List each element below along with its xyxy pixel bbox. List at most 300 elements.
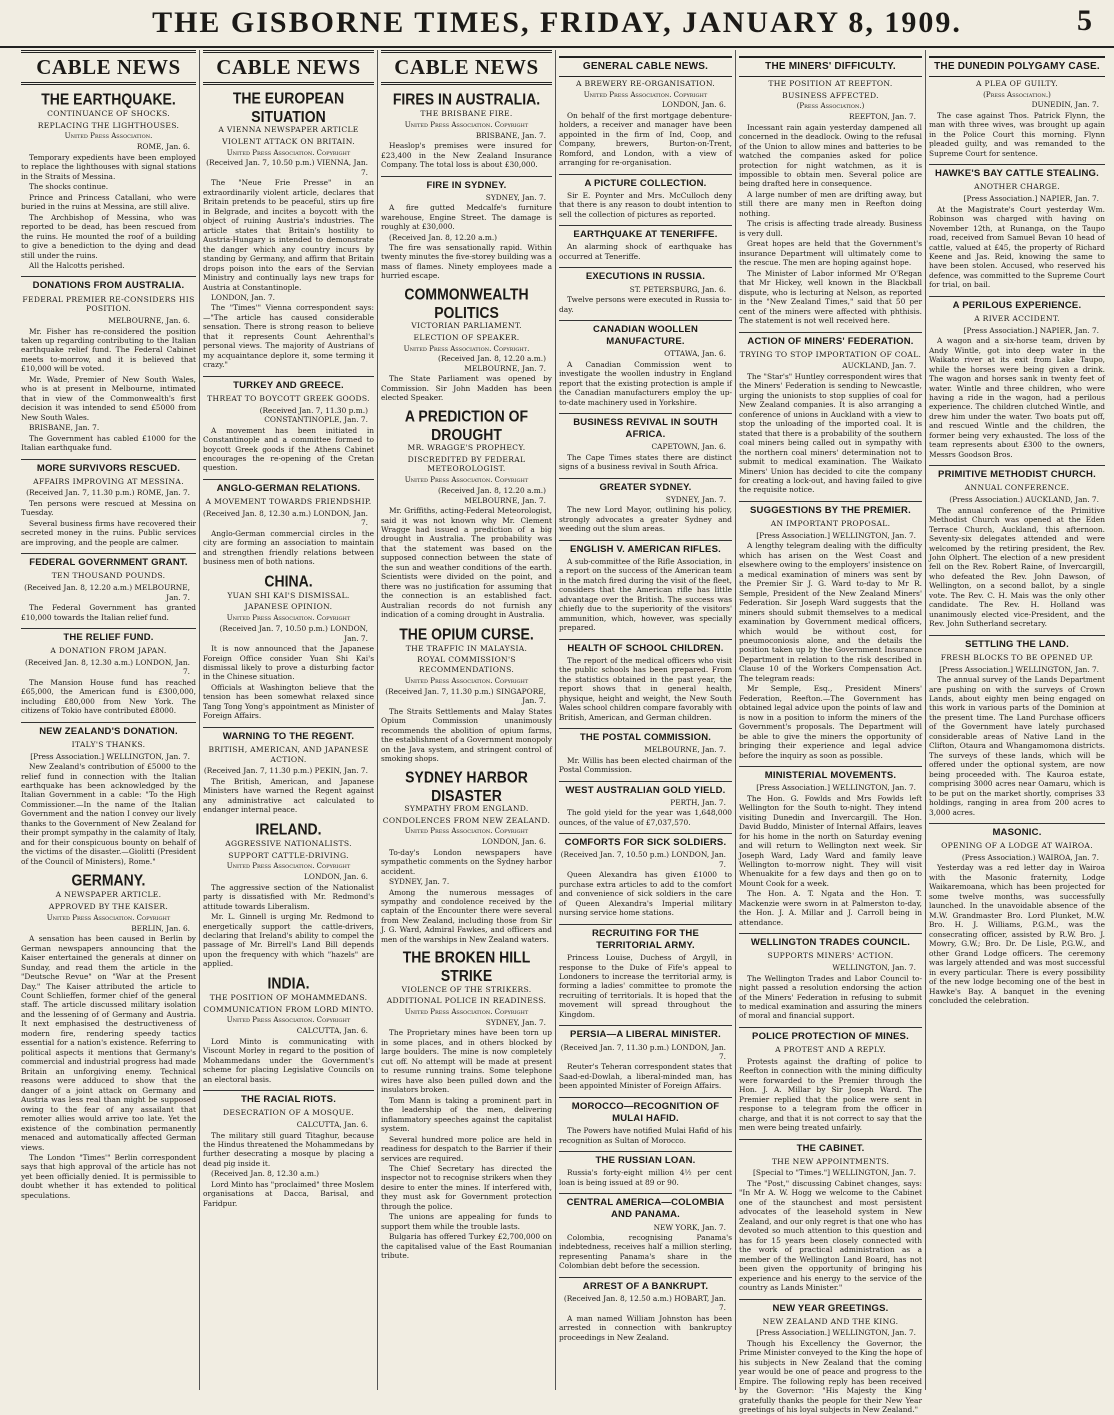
article-paragraph: A man named William Johnston has been arrested in connection with bankruptcy proceedings in New Zealand. <box>559 1313 732 1342</box>
article-subheading: SUPPORTS MINERS' ACTION. <box>767 951 894 961</box>
article-dateline: SYDNEY, Jan. 7. <box>485 1017 546 1027</box>
article-subheading: ADDITIONAL POLICE IN READINESS. <box>386 996 547 1006</box>
article-source: United Press Association. Copyright <box>226 862 351 871</box>
article-headline: THE EUROPEAN SITUATION <box>232 88 345 126</box>
article-heading: NEW YEAR GREETINGS. <box>739 1299 922 1315</box>
article <box>559 1025 732 1091</box>
article-heading: POLICE PROTECTION OF MINES. <box>739 1027 922 1043</box>
article <box>559 781 732 828</box>
article-paragraph: A fire gutted Medcalfe's furniture warehouse, Engine Street. The damage is roughly at £30,000. <box>381 203 552 232</box>
article-paragraph: A sensation has been caused in Berlin by German newspapers announcing that the Kaiser entertained the generals at dinner on Sunday, and read them the article in the "Deutsche Revue" on "War at the Present Day." The Kaiser attributed the article to Count Schlieffen, former chief of the general staff. The article discussed military isolation and the lessening of of Germany and Austria. It next emphasised the destructiveness of modern fire, rendering speedy tactics essential for a nation's existence. Referring to political aspects it mentions that Germany's commercial and industrial progress had made Britain an unforgiving enemy. Technical reasons were adduced to show that the danger of a joint attack on Germany and Austria was less real than might be supposed owing to the fear of any assailant that remoter allies would arrive too late. Yet the existence of the combination permanently menaced and automatically affected German views. <box>21 934 196 1152</box>
article-paragraph: New Zealand's contribution of £5000 to the relief fund in connection with the Italian earthquake has been acknowledged by the Italian Government in a cable: "To the High Commissioner.—In the name of the Italian Government and the nation I convey our lively thanks to the Government of New Zealand for their prompt sympathy in the calamity of Italy, and for their conspicuous bounty on behalf of the victims of the disaster.—Giolitti (President of the Council of Ministers), Rome." <box>21 762 196 866</box>
article-paragraph: Anglo-German commercial circles in the city are forming an association to maintain and strengthen friendly relations between business men of both nations. <box>203 528 374 567</box>
article-subheading: JAPANESE OPINION. <box>244 602 333 612</box>
article-paragraph: The "Post," discussing Cabinet changes, says: "In Mr A. W. Hogg we welcome to the Cabinet one of the staunchest and most persistent advocates of the leasehold system in New Zealand, and our only regret is that one who has devoted so much attention to this question and has for 15 years been closely connected with the work of practical administration as a member of the Wellington Land Board, has not been given the opportunity of bringing his experience and his energy to the service of the country as Lands Minister." <box>739 1178 922 1293</box>
article-subheading: NEW ZEALAND AND THE KING. <box>762 1316 899 1326</box>
article-heading: THE RELIEF FUND. <box>21 628 196 644</box>
article-paragraph: The Wellington Trades and Labor Council to-night passed a resolution endorsing the action of the Miners' Federation in refusing to submit to medical examination and assuring the miners of moral and financial support. <box>739 973 922 1021</box>
article-paragraph: The fire was sensationally rapid. Within twenty minutes the five-storey building was a mass of flames. Ninety employees made a hurried escape. <box>381 243 552 281</box>
article-subheading: YUAN SHI KAI'S DISMISSAL. <box>227 590 350 600</box>
section-banner: CABLE NEWS <box>21 50 196 85</box>
article-subheading: THE BRISBANE FIRE. <box>420 108 513 118</box>
article-heading: A PERILOUS EXPERIENCE. <box>929 296 1105 312</box>
article-heading: HAWKE'S BAY CATTLE STEALING. <box>929 164 1105 180</box>
article-subheading: FRESH BLOCKS TO BE OPENED UP. <box>940 652 1094 662</box>
article-subheading: THE NEW APPOINTMENTS. <box>771 1156 890 1166</box>
article-dateline: [Press Association.] WELLINGTON, Jan. 7. <box>756 530 916 540</box>
article-heading: ARREST OF A BANKRUPT. <box>559 1277 732 1293</box>
article-subheading: A BREWERY RE-ORGANISATION. <box>575 78 716 88</box>
article-dateline: (Received Jan. 7, 11.30 p.m.) LONDON, Jan. 7. <box>560 1042 726 1061</box>
article-heading: BUSINESS REVIVAL IN SOUTH AFRICA. <box>559 413 732 441</box>
article-paragraph: The Chief Secretary has directed the inspector not to recognise strikers when they desire to enter the mines. If interfered with, they must ask for Government protection through the police. <box>381 1163 552 1211</box>
article <box>929 164 1105 290</box>
article-subheading: THE POSITION OF MOHAMMEDANS. <box>209 992 368 1002</box>
article-heading: THE MINERS' DIFFICULTY. <box>739 56 922 77</box>
article-paragraph: Several hundred more police are held in readiness for despatch to the Barrier if their services are required. <box>381 1134 552 1163</box>
article-paragraph: Lord Minto has "proclaimed" three Moslem organisations at Dacca, Barisal, and Faridpur. <box>203 1179 374 1208</box>
article-paragraph: (Received Jan. 8, 12.30 a.m.) <box>211 1169 320 1179</box>
article-paragraph: Heaslop's premises were insured for £23,400 in the New Zealand Insurance Company. The total loss is about £30,000. <box>381 141 552 170</box>
column <box>555 50 735 1390</box>
article-headline: THE EARTHQUAKE. <box>41 89 176 109</box>
article-paragraph: A Canadian Commission went to investigate the woollen industry in England report that the existing protection is ample if the Canadian manufacturers employ the up-to-date machinery used in Yorkshire. <box>559 359 732 407</box>
article-heading: EARTHQUAKE AT TENERIFFE. <box>559 225 732 241</box>
column <box>199 50 377 1390</box>
article-subheading: TRYING TO STOP IMPORTATION OF COAL. <box>739 349 922 359</box>
article <box>739 933 922 1021</box>
article-heading: FIRE IN SYDNEY. <box>381 176 552 192</box>
article-paragraph: Princess Louise, Duchess of Argyll, in response to the Duke of Fife's appeal to Londoners to increase the territorial army, is forming a ladies' committee to promote the recruiting of territorials. It is hoped that the movement will spread throughout the Kingdom. <box>559 953 732 1019</box>
article-subheading: VIOLENCE OF THE STRIKERS. <box>401 984 532 994</box>
article-dateline: NEW YORK, Jan. 7. <box>653 1222 726 1232</box>
section-banner: CABLE NEWS <box>203 50 374 85</box>
article <box>559 728 732 775</box>
article-paragraph: The Mansion House fund has reached £65,000, the American fund is £300,000, including £80,000 from New York. The citizens of Tokio have contributed £8000. <box>21 677 196 716</box>
article-paragraph: Twelve persons were executed in Russia to-day. <box>559 295 732 314</box>
article-dateline: (Received Jan. 8, 12.30 a.m.) LONDON, Jan. 7. <box>203 508 368 528</box>
article-dateline: BRISBANE, Jan. 7. <box>475 130 546 140</box>
article-subheading: THE POSITION AT REEFTON. <box>768 78 893 88</box>
article-dateline: SYDNEY, Jan. 7. <box>485 192 546 202</box>
article-paragraph: An alarming shock of earthquake has occurred at Teneriffe. <box>559 242 732 261</box>
article <box>381 406 552 620</box>
article-dateline: REEFTON, Jan. 7. <box>848 112 916 122</box>
article-heading: WEST AUSTRALIAN GOLD YIELD. <box>559 781 732 797</box>
article <box>381 947 552 1261</box>
article-dateline: [Press Association.] WELLINGTON, Jan. 7. <box>939 664 1099 674</box>
article-paragraph: The annual conference of the Primitive Methodist Church was opened at the Eden Terrace Church, Auckland, this afternoon. Seventy-six delegates attended and were welcomed by the retiring president, the Rev. John Olphert. The election of a new president fell on the Rev. Robert Raine, of Invercargill, who defeated the Rev. John Dawson, of Wellington, on a second ballot, by a single vote. The Rev. C. H. Mais was the only other candidate. The Rev. H. Holland was unanimously elected vice-President, and the Rev. John Sutherland secretary. <box>929 505 1105 629</box>
article-paragraph: Mr. Griffiths, acting-Federal Meteorologist, said it was not known why Mr. Clement Wragge had issued a prediction of a big drought in Australia. The probability was that the statement was based on the supposed connection between the state of the sun and weather conditions of the earth. Scientists were divided on the point, and there was no justification for assuming that the connection is an established fact. Australian records do not furnish any indication of a coming drought in Australia. <box>381 506 552 620</box>
article <box>203 88 374 370</box>
article <box>21 722 196 867</box>
article-subheading: ELECTION OF SPEAKER. <box>413 332 520 342</box>
article-heading: MORE SURVIVORS RESCUED. <box>21 459 196 475</box>
article-source: United Press Association. Copyright <box>226 1016 351 1025</box>
article <box>203 821 374 969</box>
article-headline: COMMONWEALTH POLITICS <box>404 284 529 322</box>
article <box>203 573 374 721</box>
article-dateline: CALCUTTA, Jan. 6. <box>296 1026 368 1036</box>
article-paragraph: The crisis is affecting trade already. Business is very dull. <box>739 219 922 238</box>
article-paragraph: Colombia, recognising Panama's indebtedness, receives half a million sterling, representing Panama's share in the Colombian debt before the secession. <box>559 1232 732 1271</box>
article <box>559 478 732 534</box>
article-heading: MINISTERIAL MOVEMENTS. <box>739 766 922 782</box>
article-dateline: (Received Jan. 8, 12.20 a.m.) MELBOURNE, Jan. 7. <box>24 583 190 602</box>
article-subheading: THREAT TO BOYCOTT GREEK GOODS. <box>207 393 370 403</box>
article-heading: WARNING TO THE REGENT. <box>203 727 374 743</box>
article-dateline: LONDON, Jan. 6. <box>304 872 368 882</box>
article-paragraph: Protests against the drafting of police to Reefton in connection with the mining difficulty were forwarded to the Premier through the Hon. J. A. Millar by Sir Joseph Ward. The Premier replied that the police were sent in response to a telegram from the officer in charge, and that it is not correct to say that the men were being treated unfairly. <box>739 1056 922 1133</box>
article-subheading: A DONATION FROM JAPAN. <box>50 646 167 656</box>
article-subheading: ITALY'S THANKS. <box>71 739 146 749</box>
article-paragraph: Mr. Fisher has re-considered the position taken up regarding contributing to the Italian earthquake relief fund. The Federal Cabinet meets to-morrow, and it is believed that £10,000 will be voted. <box>21 326 196 374</box>
article-source: United Press Association. Copyright <box>404 676 529 685</box>
article-paragraph: The aggressive section of the Nationalist party is dissatisfied with Mr. Redmond's attitude towards Liberalism. <box>203 882 374 911</box>
article-paragraph: Mr. Wade, Premier of New South Wales, who is at present in Melbourne, intimated that in view of the Commonwealth's first decision it was intended to send £5000 from New South Wales. <box>21 374 196 422</box>
newspaper-title: THE GISBORNE TIMES, FRIDAY, JANUARY 8, 1909. <box>152 6 962 39</box>
article-dateline: (Received Jan. 7, 11.30 p.m.) CONSTANTINOPLE, Jan. 7. <box>259 405 368 425</box>
article-heading: SUGGESTIONS BY THE PREMIER. <box>739 501 922 517</box>
article <box>559 639 732 722</box>
article-dateline: (Received Jan. 7, 10.50 p.m.) LONDON, Jan. 7. <box>219 624 368 643</box>
article-heading: RECRUITING FOR THE TERRITORIAL ARMY. <box>559 924 732 952</box>
article-paragraph: The "Star's" Huntley correspondent wires that the Miners' Federation is sending to Newcastle, urging the unionists to stop supplies of coal for New Zealand companies. It is also arranging a conference of unions in Auckland with a view to stop the unloading of the imported coal. It is stated that there is a probability of the southern coal miners being called out in sympathy with the northern coal miners' determination not to submit to medical examination. The Waikato Miners' Union has decided to cite the company for creating a lock-out, and having failed to give the requisite notice. <box>739 371 922 495</box>
article <box>381 91 552 170</box>
article-paragraph: Mr Semple, Esq., President Miners' Federation, Reefton.—The Government has obtained legal advice upon the points of law and is now in a position to inform the miners of the Government's proposals. The Department will be able to give the miners the opportunity of bringing their experience and legal advice before the inquiry as soon as possible. <box>739 684 922 760</box>
article-subheading: CONTINUANCE OF SHOCKS. <box>47 108 170 118</box>
article-subheading: SUPPORT CATTLE-DRIVING. <box>228 850 349 860</box>
article-paragraph: Tom Mann is taking a prominent part in the leadership of the men, delivering inflammatory speeches against the capitalist system. <box>381 1095 552 1134</box>
article-paragraph: SYDNEY, Jan. 7. <box>389 877 450 887</box>
article-dateline: (Received Jan. 7, 11.30 p.m.) SINGAPORE, Jan. 7. <box>385 686 546 706</box>
article-dateline: (Press Association.) AUCKLAND, Jan. 7. <box>949 495 1099 505</box>
article-headline: GERMANY. <box>71 871 146 890</box>
article-paragraph: Prince and Princess Catallani, who were buried in the ruins at Messina, are still alive. <box>21 192 196 212</box>
article-subheading: CONDOLENCES FROM NEW ZEALAND. <box>382 815 551 825</box>
article-paragraph: The new Lord Mayor, outlining his policy, strongly advocates a greater Sydney and weeding out the slum areas. <box>559 505 732 534</box>
masthead <box>0 0 1114 48</box>
article-paragraph: Incessant rain again yesterday dampened all concerned in the deadlock. Owing to the refusal of the Union to allow mines and batteries to be watched the companies asked for police protection for night watchmen, as it is impossible to obtain men. Several police are being drafted here in consequence. <box>739 122 922 189</box>
article-dateline: [Press Association.] NAPIER, Jan. 7. <box>963 325 1099 335</box>
article-heading: PRIMITIVE METHODIST CHURCH. <box>929 465 1105 481</box>
article-heading: FEDERAL GOVERNMENT GRANT. <box>21 553 196 569</box>
article-paragraph: The British, American, and Japanese Ministers have warned the Regent against any administrative act calculated to endanger internal peace. <box>203 776 374 815</box>
article <box>381 767 552 945</box>
article-subheading: TEN THOUSAND POUNDS. <box>51 571 166 581</box>
article <box>21 91 196 271</box>
article-dateline: (Received Jan. 7, 11.30 p.m.) PEKIN, Jan. 7. <box>203 766 368 776</box>
article-paragraph: A lengthy telegram dealing with the difficulty which has arisen on the West Coast and elsewhere owing to the employers' insistence on a medical examination of miners was sent by the Premier Sir J. G. Ward to-day to Mr R. Semple, President of the New Zealand Miners' Federation. Sir Joseph Ward suggests that the miners should submit themselves to a medical examination by Government medical officers, which would be without cost, for pneumoconiosis alone, and the details the position taken up by the Government Insurance Department in relation to the risk described in Clause 10 of the Workers Compensation Act. The telegram reads: <box>739 541 922 683</box>
article <box>203 727 374 815</box>
columns <box>18 50 1108 1415</box>
article-paragraph: The Minister of Labor informed Mr O'Regan that Mr Hickey, well known in the Blackball dispute, who is lecturing at Nelson, as reported in the "New Zealand Times," said that 50 per cent of the miners were affected with phthisis. The statement is not well received here. <box>739 268 922 326</box>
article-paragraph: The Federal Government has granted £10,000 towards the Italian relief fund. <box>21 603 196 622</box>
article-subheading: OPENING OF A LODGE AT WAIROA. <box>941 841 1093 851</box>
article-headline: FIRES IN AUSTRALIA. <box>392 89 541 109</box>
article-paragraph: Lord Minto is communicating with Viscount Morley in regard to the position of Mohammedans under the Government's scheme for placing Legislative Councils on an electoral basis. <box>203 1036 374 1084</box>
article-paragraph: Mr. L. Ginnell is urging Mr. Redmond to energetically support the cattle-drivers, declaring that Ireland's ability to compel the passage of Mr. Birrell's Land Bill depends upon the frequency with which "hazels" are applied. <box>203 912 374 969</box>
article <box>203 376 374 473</box>
article-subheading: BUSINESS AFFECTED. <box>782 90 879 100</box>
article <box>559 320 732 407</box>
article-paragraph: The gold yield for the year was 1,648,000 ounces, of the value of £7,037,570. <box>559 808 732 827</box>
article-paragraph: All the Halcotts perished. <box>29 260 125 270</box>
article-dateline: (Received Jan. 8, 12.50 a.m.) HOBART, Jan. 7. <box>563 1294 726 1313</box>
article-heading: ACTION OF MINERS' FEDERATION. <box>739 332 922 348</box>
article-heading: MASONIC. <box>929 823 1105 839</box>
article-paragraph: Temporary expedients have been employed to replace the lighthouses with signal stations in the Straits of Messina. <box>21 152 196 181</box>
article-dateline: (Received Jan. 7, 10.50 p.m.) LONDON, Jan. 7. <box>560 850 726 869</box>
article-heading: GENERAL CABLE NEWS. <box>559 56 732 77</box>
article <box>21 872 196 1200</box>
article-paragraph: The State Parliament was opened by Commission. Sir John Madden has been elected Speaker. <box>381 374 552 403</box>
article-paragraph: The shocks continue. <box>29 182 109 192</box>
article-heading: CANADIAN WOOLLEN MANUFACTURE. <box>559 320 732 348</box>
article-headline: THE OPIUM CURSE. <box>399 624 534 643</box>
article <box>559 1193 732 1271</box>
article-paragraph: Queen Alexandra has given £1000 to purchase extra articles to add to the comfort and convenience of sick soldiers in the care of Queen Alexandra's Imperial military nursing service home stations. <box>559 870 732 918</box>
article-paragraph: A wagon and a six-horse team, driven by Andy Wintle, got into deep water in the Waikato river at its exit from Lake Taupo, while the horses were being given a drink. The wagon and horses sank in twenty feet of water. Wintle and three children, who were having a ride in the wagon, had a perilous experience. The children clutched Wintle, and drew him under the water. Two boats put off, and rescued Wintle and the children, the former being very exhausted. The loss of the team represents about £300 to the owners, Messrs Goodson Bros. <box>929 336 1105 459</box>
article-heading: WELLINGTON TRADES COUNCIL. <box>739 933 922 949</box>
article-paragraph: The Straits Settlements and Malay States Opium Commission unanimously recommends the abolition of opium farms, the establishment of a Government monopoly on the Java system, and stringent control of smoking shops. <box>381 706 552 764</box>
article <box>381 284 552 403</box>
article-paragraph: The case against Thos. Patrick Flynn, the man with three wives, was brought up again in the Police Court this morning. Flynn pleaded guilty, and was remanded to the Supreme Court for sentence. <box>929 110 1105 158</box>
article-paragraph: The Archbishop of Messina, who was reported to be dead, has been rescued from the ruins. He mounted the roof of a building to give a benediction to the dying and dead still under the ruins. <box>21 212 196 260</box>
article-paragraph: The "Neue Frie Presse" in an extraordinarily violent article, declares that Britain pretends to be peaceful, stirs up fire in Belgrade, and incites a boycott with the object of ruining Austria's industries. The article states that Britain's hostility to Austria-Hungary is intended to demonstrate the danger which any country incurs by standing by Germany, and affirm that Britain drops poison into the ears of the Servian Ministry and continually lays new traps for Austria at Constantinople. <box>203 178 374 292</box>
article <box>929 465 1105 628</box>
article-paragraph: A movement has been initiated in Constantinople and a committee formed to boycott Greek goods if the Athens Cabinet encourages the re-opening of the Cretan question. <box>203 425 374 473</box>
article-dateline: (Received Jan. 8, 12.20 a.m.) MELBOURNE, Jan. 7. <box>437 486 546 505</box>
article-paragraph: The Proprietary mines have been torn up in some places, and in others blocked by large boulders. The mine is now completely cut off. No attempt will be made at present to resume running trains. Some telephone wires have also been pulled down and the insulators broken. <box>381 1028 552 1095</box>
article-source: United Press Association. <box>64 132 153 141</box>
article <box>559 1151 732 1187</box>
article-heading: PERSIA—A LIBERAL MINISTER. <box>559 1025 732 1041</box>
article-paragraph: Among the numerous messages of sympathy and condolence received by the captain of the Encounter there were several from New Zealand, including those from Sir J. G. Ward, Admiral Fawkes, and officers and men of the warships in New Zealand waters. <box>381 887 552 944</box>
article-subheading: VIOLENT ATTACK ON BRITAIN. <box>222 136 355 146</box>
article-dateline: (Received Jan. 7, 10.50 p.m.) VIENNA, Jan. 7. <box>206 158 368 177</box>
article-dateline: PERTH, Jan. 7. <box>670 797 726 807</box>
article <box>21 553 196 622</box>
article-dateline: MELBOURNE, Jan. 7. <box>644 745 726 755</box>
article-headline: CHINA. <box>264 571 313 590</box>
article-subheading: ROYAL COMMISSION'S RECOMMENDATIONS. <box>417 655 516 675</box>
article-subheading: SYMPATHY FROM ENGLAND. <box>404 803 529 813</box>
article-dateline: OTTAWA, Jan. 6. <box>664 349 726 359</box>
column <box>18 50 199 1390</box>
article-dateline: CALCUTTA, Jan. 6. <box>296 1120 368 1130</box>
article-heading: MOROCCO—RECOGNITION OF MULAI HAFID. <box>559 1097 732 1125</box>
article-paragraph: The unions are appealing for funds to support them while the trouble lasts. <box>381 1212 552 1231</box>
article-dateline: DUNEDIN, Jan. 7. <box>1031 100 1099 110</box>
article-paragraph: Yesterday was a red letter day in Wairoa with the Masonic fraternity, Lodge Waikaremoana, which has been projected for some twelve months, was successfully launched. In the unavoidable absence of the M.W. Grandmaster Bro. Lord Plunket, M.W. Bro. H. J. Williams, P.G.M., was the consecrating officer, assisted by R.W. Bro. J. Mowry, G.W.; Bro. Dr. De Lisle, P.G.W., and other Grand Lodge officers. The ceremony was largely attended and was most successful in every particular. There is every possibility of the new lodge becoming one of the best in Hawke's Bay. A banquet in the evening concluded the celebration. <box>929 863 1105 1005</box>
article-dateline: [Press Association.] WELLINGTON, Jan. 7. <box>756 783 916 793</box>
article-heading: SETTLING THE LAND. <box>929 635 1105 651</box>
article <box>559 924 732 1020</box>
article-dateline: [Press Association.] NAPIER, Jan. 7. <box>963 194 1099 204</box>
article-heading: THE CABINET. <box>739 1139 922 1155</box>
article-paragraph: The Hon. G. Fowlds and Mrs Fowlds left Wellington for the South to-night. They intend visiting Dunedin and Invercargill. The Hon. David Buddo, Minister of Internal Affairs, leaves for his home in the north on Saturday evening and will return to Wellington next week. Sir Joseph Ward, Lady Ward and family leave Wellington to-morrow night. They will visit Whenuakite for a few days and then go on to Mount Cook for a week. <box>739 793 922 888</box>
article <box>929 635 1105 817</box>
article-paragraph: The Government has cabled £1000 for the Italian earthquake fund. <box>21 433 196 453</box>
article <box>21 628 196 716</box>
article-paragraph: At the Magistrate's Court yesterday Wm. Robinson was charged with having on November 12th, at Runanga, on the Taupo road, received from Samuel Bevan 10 head of cattle, valued at £45, the property of Richard Keene and Jas. Reid, knowing the same to have been stolen. Accused, who reserved his defence, was committed to the Supreme Court for trial, on bail. <box>929 204 1105 290</box>
article-paragraph: The Powers have notified Mulai Hafid of his recognition as Sultan of Morocco. <box>559 1126 732 1145</box>
article <box>929 296 1105 459</box>
article-paragraph: The report of the medical officers who visit the public schools has been prepared. From the statistics obtained in the past year, the report shows that in general health, physique, height and weight, the New South Wales school children compare favorably with British, American, and German children. <box>559 655 732 722</box>
article-source: (Press Association.) <box>796 102 865 111</box>
article-source: United Press Association. Copyright <box>404 827 529 836</box>
article-subheading: FEDERAL PREMIER RE-CONSIDERS HIS POSITION. <box>22 294 195 314</box>
article-paragraph: The "Times'" Vienna correspondent says:—"The article has caused considerable sensation. There is strong reason to believe that it represents Count Aehrenthal's personal views. The majority of Austrians of my acquaintance deplore it, some terming it crazy." <box>203 303 374 370</box>
article-paragraph: Reuter's Teheran correspondent states that Saad-ed-Dowlah, a liberal-minded man, has been appointed Minister of Foreign Affairs. <box>559 1062 732 1091</box>
article-paragraph: Mr. Willis has been elected chairman of the Postal Commission. <box>559 755 732 775</box>
article-heading: A PICTURE COLLECTION. <box>559 174 732 190</box>
article-headline: A PREDICTION OF DROUGHT <box>404 406 529 444</box>
article-dateline: WELLINGTON, Jan. 7. <box>832 963 916 973</box>
article <box>559 225 732 261</box>
section-banner: CABLE NEWS <box>381 50 552 85</box>
article-paragraph: Though his Excellency the Governor, the Prime Minister conveyed to the King the hope of his subjects in New Zealand that the coming year would be one of peace and progress to the Empire. The following reply has been received by the Governor: "His Majesty the King gratefully thanks the people for their New Year greetings of his loyal subjects in New Zealand." <box>739 1338 922 1415</box>
article-heading: HEALTH OF SCHOOL CHILDREN. <box>559 639 732 655</box>
article-dateline: (Received Jan. 8, 12.20 a.m.) MELBOURNE, Jan. 7. <box>437 354 546 373</box>
article-dateline: [Special to "Times."] WELLINGTON, Jan. 7. <box>753 1168 916 1178</box>
article-paragraph: Several business firms have recovered their secreted money in the ruins. Public services are improving, and the people are calmer. <box>21 518 196 547</box>
article-paragraph: A sub-committee of the Rifle Association, in a report on the success of the American team in the match fired during the visit of the fleet, considers that the American rifle has little advantage over the British. The success was chiefly due to the superiority of the visitors' ammunition, which, however, was specially prepared. <box>559 557 732 633</box>
article-headline: THE BROKEN HILL STRIKE <box>402 947 531 985</box>
article-heading: EXECUTIONS IN RUSSIA. <box>559 267 732 283</box>
article <box>929 56 1105 158</box>
article-heading: THE DUNEDIN POLYGAMY CASE. <box>929 56 1105 77</box>
article-dateline: LONDON, Jan. 6. <box>662 100 726 110</box>
article-paragraph: Ten persons were rescued at Messina on Tuesday. <box>21 498 196 518</box>
article-source: United Press Association. Copyright <box>226 148 351 157</box>
article-subheading: A NEWSPAPER ARTICLE. <box>55 890 162 900</box>
article-subheading: AN IMPORTANT PROPOSAL. <box>770 519 891 529</box>
article-subheading: REPLACING THE LIGHTHOUSES. <box>37 120 180 130</box>
article-source: United Press Association. Copyright <box>46 913 171 922</box>
article-paragraph: The Hon. A. T. Ngata and the Hon. T. Mackenzie were sworn in at Palmerston to-day, the Hon. J. A. Millar and J. Carroll being in attendance. <box>739 889 922 927</box>
article <box>559 1277 732 1343</box>
article-dateline: ROME, Jan. 6. <box>136 142 190 152</box>
article-dateline: LONDON, Jan. 6. <box>482 837 546 847</box>
column <box>377 50 555 1390</box>
article-source: United Press Association. Copyright <box>583 90 708 99</box>
article-source: United Press Association. Copyright. <box>403 344 530 353</box>
article-subheading: A MOVEMENT TOWARDS FRIENDSHIP. <box>205 497 372 507</box>
article-paragraph: To-day's London newspapers have sympathetic comments on the Sydney harbor accident. <box>381 847 552 876</box>
article-subheading: A VIENNA NEWSPAPER ARTICLE <box>218 125 359 135</box>
article-headline: INDIA. <box>267 973 310 993</box>
article-dateline: BERLIN, Jan. 6. <box>131 923 190 933</box>
article-source: United Press Association. Copyright <box>404 476 529 485</box>
article-paragraph: On behalf of the first mortgage debenture-holders, a receiver and manager have been appointed in the firm of Ind, Coop, and Company, brewers, Burton-on-Trent, Romford, and London, with a view of arranging for re-organisation. <box>559 110 732 168</box>
article-dateline: MELBOURNE, Jan. 6. <box>108 316 190 326</box>
article-heading: THE POSTAL COMMISSION. <box>559 728 732 744</box>
page-number: 5 <box>1077 4 1092 37</box>
article-paragraph: (Received Jan. 8, 12.20 a.m.) <box>389 232 498 242</box>
article-subheading: COMMUNICATION FROM LORD MINTO. <box>203 1004 374 1014</box>
article <box>739 1027 922 1133</box>
article-headline: SYDNEY HARBOR DISASTER <box>405 767 528 805</box>
article-source: United Press Association. Copyright <box>404 1007 529 1016</box>
article-headline: IRELAND. <box>255 819 322 838</box>
article-paragraph: The Cape Times states there are distinct signs of a business revival in South Africa. <box>559 452 732 472</box>
article-paragraph: BRISBANE, Jan. 7. <box>29 423 100 433</box>
article-paragraph: The military still guard Titaghur, because the Hindus threatened the Mohammedans by further desecrating a mosque by placing a dead pig inside it. <box>203 1130 374 1168</box>
article <box>203 975 374 1084</box>
article-paragraph: The annual survey of the Lands Department are pushing on with the surveys of Crown Lands, about eighty men being engaged on this work in various parts of the Dominion at the present time. The Land Purchase officers of the Government have lately purchased considerable areas of Native Land in the Clifton, Otaura and Whangamomona districts. The surveys of these lands, which will be offered under the optional system, are now being proceeded with. The Kauroa estate, comprising 3000 acres near Oamaru, which is to be put on the market shortly, comprises 33 holdings, ranging in area from 200 acres to 3,000 acres. <box>929 675 1105 817</box>
article-subheading: APPROVED BY THE KAISER. <box>48 902 169 912</box>
article-dateline: (Received Jan. 7, 11.30 p.m.) ROME, Jan. 7. <box>26 488 190 498</box>
article <box>559 267 732 314</box>
article-dateline: ST. PETERSBURG, Jan. 6. <box>629 284 726 294</box>
article <box>21 276 196 452</box>
column <box>925 50 1108 1390</box>
article-subheading: ANNUAL CONFERENCE. <box>964 483 1070 493</box>
article-heading: DONATIONS FROM AUSTRALIA. <box>21 276 196 292</box>
article-source: United Press Association. Copyright <box>404 120 529 129</box>
article-heading: ANGLO-GERMAN RELATIONS. <box>203 479 374 495</box>
article <box>929 823 1105 1005</box>
article-heading: GREATER SYDNEY. <box>559 478 732 494</box>
article <box>559 540 732 633</box>
article-heading: CENTRAL AMERICA—COLOMBIA AND PANAMA. <box>559 1193 732 1221</box>
article-paragraph: Great hopes are held that the Government's insurance Department will ultimately come to the rescue. The men are hoping against hope. <box>739 239 922 268</box>
article-paragraph: The London "Times'" Berlin correspondent says that high approval of the article has not yet been officially denied. It is permissible to doubt whether it has extended to political speculations. <box>21 1152 196 1200</box>
article-dateline: [Press Association.] WELLINGTON, Jan. 7. <box>30 751 190 761</box>
article-subheading: THE TRAFFIC IN MALAYSIA. <box>405 643 528 653</box>
article <box>739 766 922 927</box>
article <box>381 176 552 281</box>
article-subheading: A PLEA OF GUILTY. <box>976 78 1058 88</box>
article <box>559 1097 732 1145</box>
article <box>739 501 922 760</box>
article-heading: NEW ZEALAND'S DONATION. <box>21 722 196 738</box>
article <box>203 479 374 567</box>
article-dateline: (Press Association.) WAIROA, Jan. 7. <box>961 852 1099 862</box>
article <box>559 56 732 168</box>
article-subheading: MR. WRAGGE'S PROPHECY. <box>407 443 526 452</box>
article <box>559 174 732 220</box>
article-subheading: ANOTHER CHARGE. <box>974 182 1060 192</box>
article-subheading: DESECRATION OF A MOSQUE. <box>222 1108 355 1118</box>
article-dateline: [Press Association.] WELLINGTON, Jan. 7. <box>756 1328 916 1338</box>
article-source: United Press Association. Copyright <box>226 614 351 623</box>
article-heading: THE RACIAL RIOTS. <box>203 1090 374 1106</box>
column <box>735 50 925 1415</box>
article-dateline: (Received Jan. 8, 12.30 a.m.) LONDON, Jan. 7. <box>25 657 190 677</box>
article-subheading: VICTORIAN PARLIAMENT. <box>411 321 522 331</box>
article-subheading: AGGRESSIVE NATIONALISTS. <box>225 838 352 848</box>
article-paragraph: LONDON, Jan. 7. <box>211 293 275 303</box>
article-paragraph: Russia's forty-eight million 4½ per cent loan is being issued at 89 or 90. <box>559 1168 732 1187</box>
article <box>21 459 196 548</box>
article-subheading: BRITISH, AMERICAN, AND JAPANESE ACTION. <box>208 744 369 764</box>
article-source: (Press Association.) <box>983 90 1051 99</box>
article-paragraph: It is now announced that the Japanese Foreign Office consider Yuan Shi Kai's dismissal likely to prove a disturbing factor in the Chinese situation. <box>203 644 374 682</box>
article <box>381 626 552 764</box>
article-dateline: AUCKLAND, Jan. 7. <box>842 361 916 371</box>
article-heading: ENGLISH V. AMERICAN RIFLES. <box>559 540 732 556</box>
article-heading: COMFORTS FOR SICK SOLDIERS. <box>559 833 732 849</box>
article <box>559 413 732 472</box>
article <box>559 833 732 917</box>
article <box>739 56 922 326</box>
article-subheading: DISCREDITED BY FEDERAL METEOROLOGIST. <box>407 454 526 474</box>
article-subheading: AFFAIRS IMPROVING AT MESSINA. <box>33 476 184 486</box>
article-paragraph: Sir E. Poynter and Mrs. McCulloch deny that there is any reason to doubt intention to sell the collection of pictures as reported. <box>559 190 732 219</box>
